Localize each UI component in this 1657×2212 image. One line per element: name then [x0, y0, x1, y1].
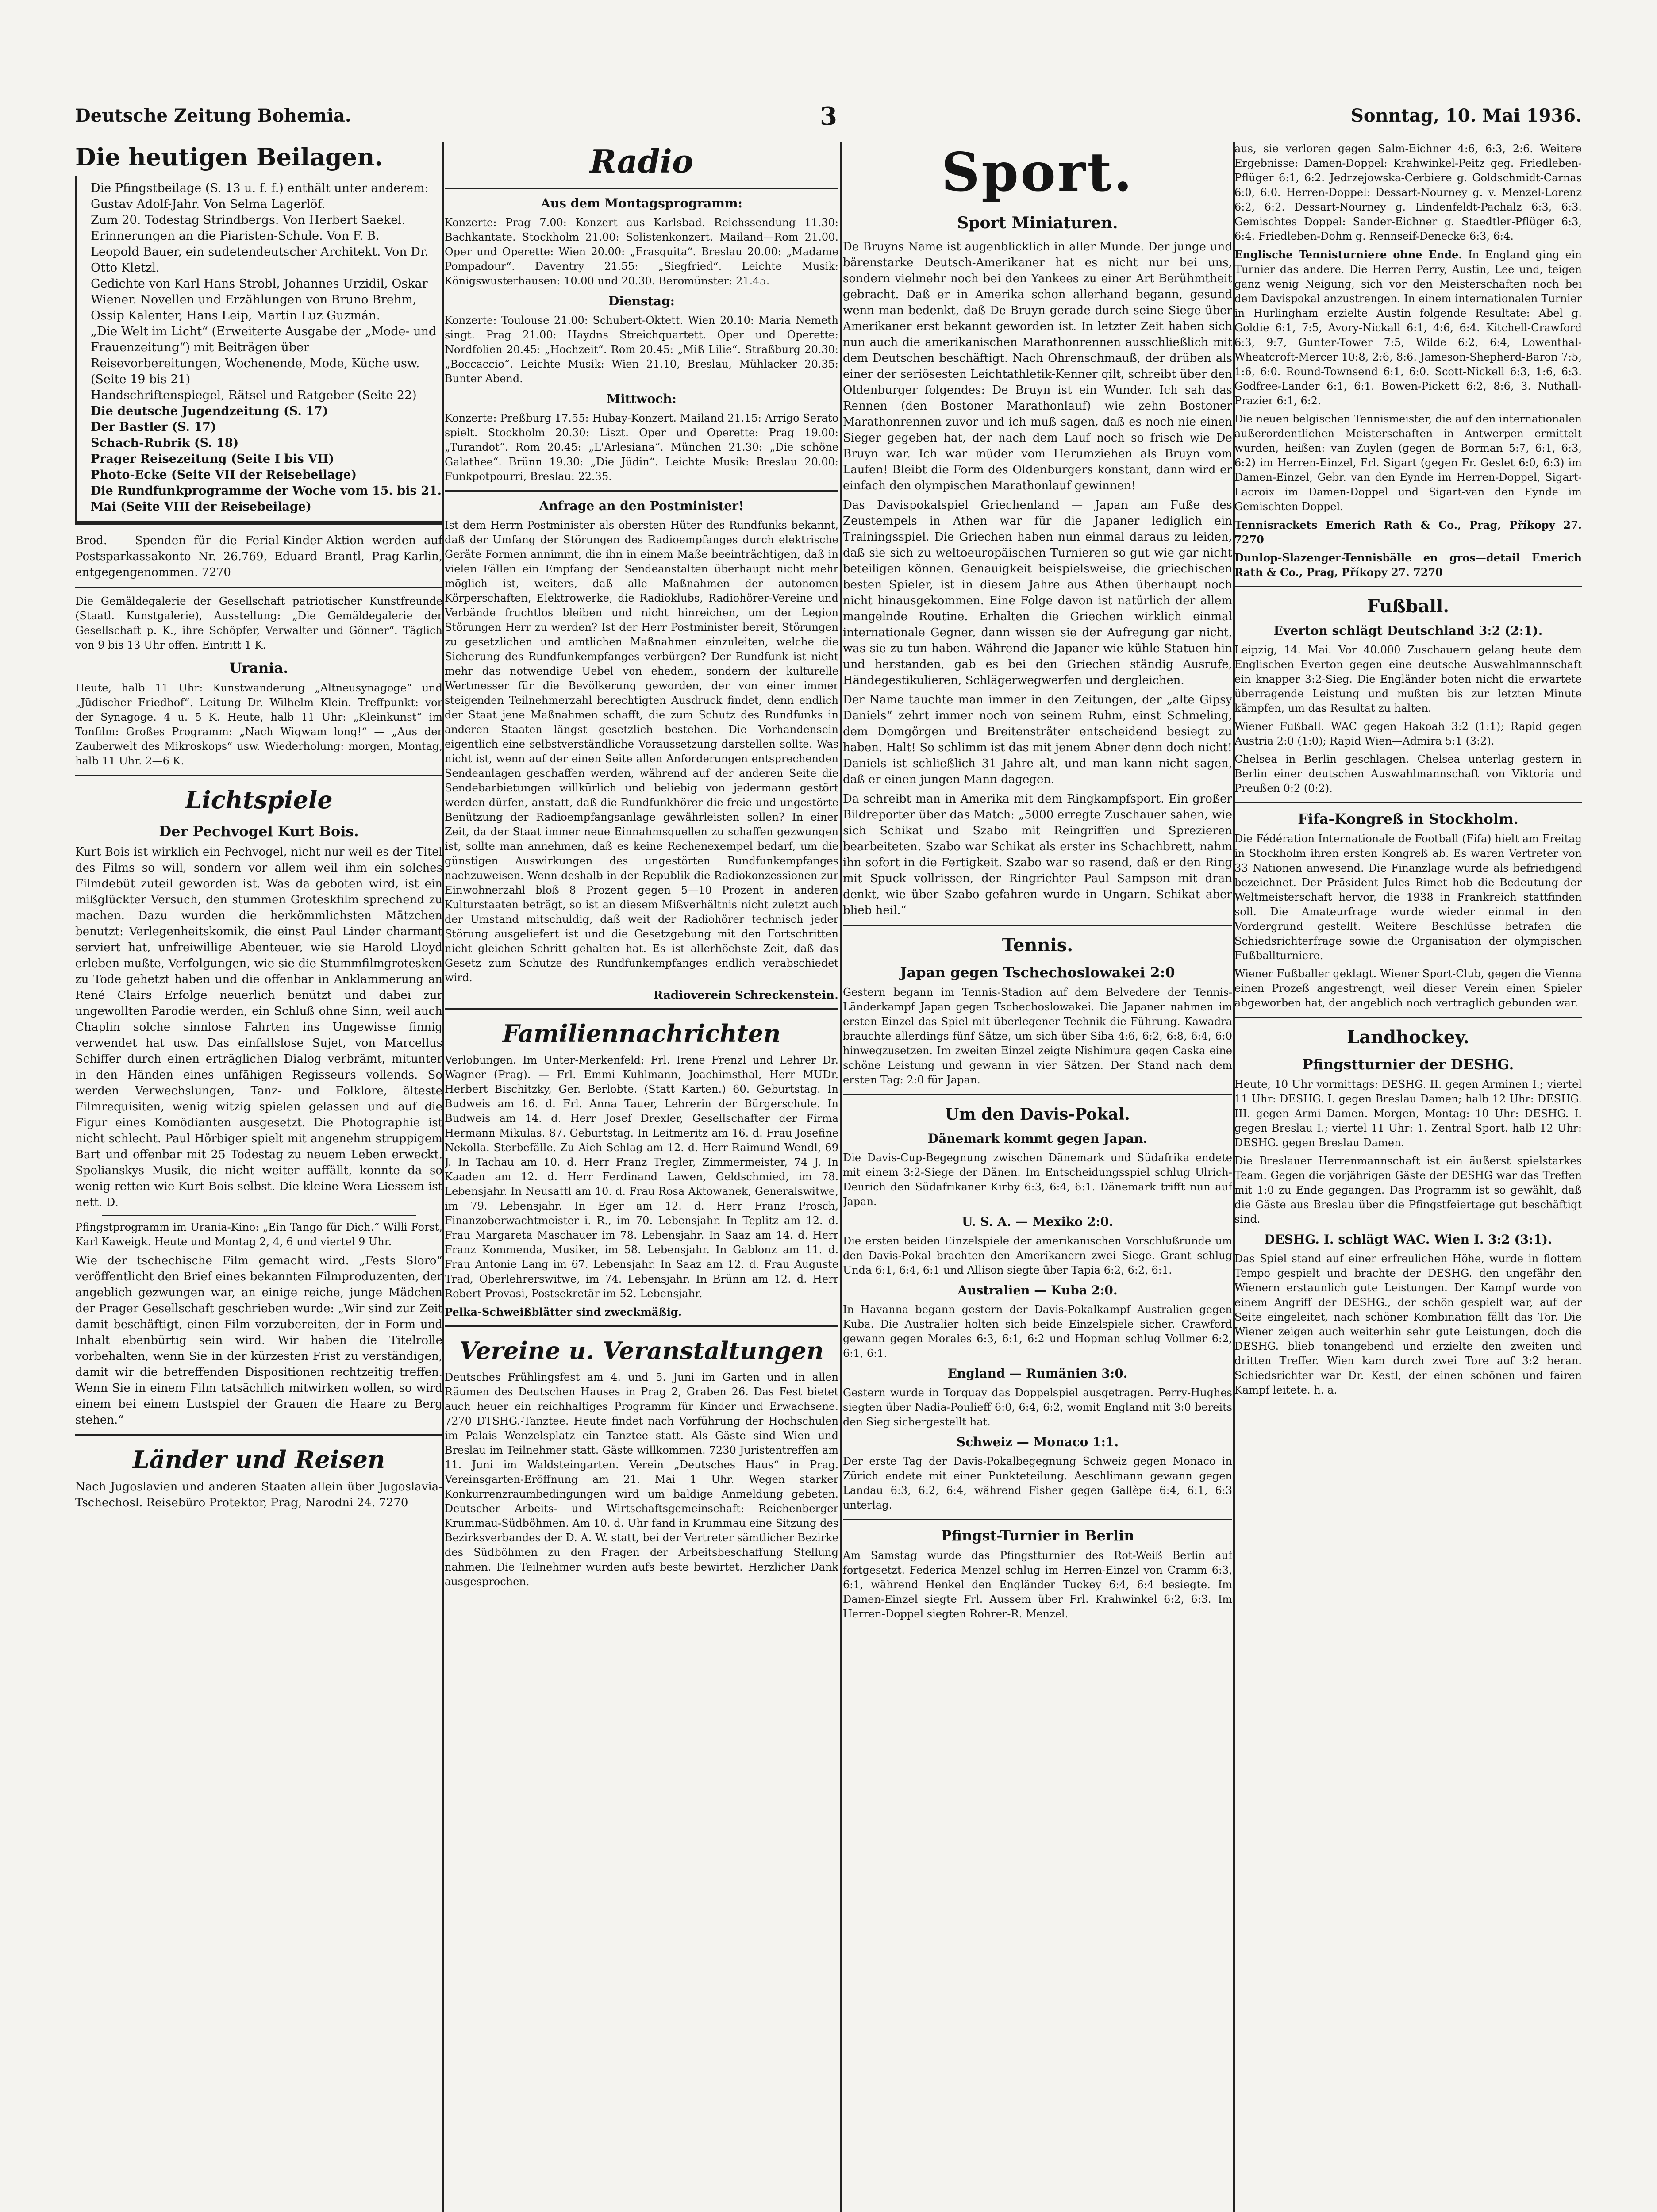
beilagen-item: Handschriftenspiegel, Rätsel und Ratgeber (Seite 22) — [91, 388, 417, 402]
beilagen-item: Die deutsche Jugendzeitung (S. 17) — [91, 404, 328, 418]
miniaturen-paragraph: De Bruyns Name ist augenblicklich in aller Munde. Der junge und bärenstarke Deutsch-Amerikaner hat es nicht nur bei uns, sondern vielmehr noch bei den Yankees zu einer Art Berühmtheit gebracht. Daß er in Amerika schon allerhand begann, gesund wenn man bedenkt, daß De Bruyn gerade durch seine Siege über Amerikaner erst bekannt geworden ist. In letzter Zeit haben sich nun auch die amerikanischen Marathonrennen ausschließlich mit dem Deutschen beschäftigt. Nach Ohrenschmauß, der drüben als einer der seriösesten Leichtathletik-Kenner gilt, schreibt über den Oldenburger folgendes: De Bruyn ist ein Wunder. Ich sah das Rennen (den Bostoner Marathonlauf) wie zehn Bostoner Marathonrennen zuvor und ich muß sagen, daß es noch nie einen Sieger gegeben hat, der nach dem Lauf noch so frisch wie De Bruyn war. Ich war müder vom Herumziehen als Bruyn vom Laufen! Bleibt die Form des Oldenburgers konstant, dann wird er einfach den olympischen Marathonlauf gewinnen! — [843, 240, 1232, 492]
beilagen-item: Gedichte von Karl Hans Strobl, Johannes Urzidil, Oskar Wiener. Novellen und Erzählungen von Bruno Brehm, Ossip Kalenter, Hans Leip, Martin Luz Guzmán. — [91, 277, 428, 323]
pelka-ad: Pelka-Schweißblätter sind zweckmäßig. — [445, 1306, 682, 1318]
column-rule — [840, 142, 842, 2212]
divider — [445, 1325, 838, 1327]
fussball-title: Fußball. — [1367, 596, 1449, 617]
vereine-text: Deutsches Frühlingsfest am 4. und 5. Juni im Garten und in allen Räumen des Deutschen Hauses in Prag 2, Graben 26. Das Fest bietet auch heuer ein reichhaltiges Programm für Kinder und Erwachsene. 7270 DTSHG.-Tanztee. Heute findet nach Vorführung der Hochschulen im Palais Wenzelsplatz ein Tanztee statt. Als Gäste sind Wien und Breslau im Teilnehmer statt. Gäste willkommen. 7230 Juristentreffen am 11. Juni im Waldsteingarten. Verein „Deutsches Haus“ in Prag. Vereinsgarten-Eröffnung am 21. Mai 1 Uhr. Wegen starker Konkurrenzraumbedingungen wird um baldige Anmeldung gebeten. Deutscher Arbeits- und Wirtschaftsgemeinschaft: Reichenberger Krummau-Südböhmen. Am 10. d. Uhr fand in Krummau eine Sitzung des Bezirksverbandes der D. A. W. statt, bei der Vertreter sämtlicher Bezirke des Südböhmen zu den Fragen der Arbeitsbeschaffung Stellung nahmen. Die Teilnehmer wurden aufs beste bewirtet. Herzlicher Dank ausgesprochen. — [445, 1371, 838, 1588]
fifa-title: Fifa-Kongreß in Stockholm. — [1298, 810, 1519, 827]
everton-title: Everton schlägt Deutschland 3:2 (2:1). — [1273, 623, 1543, 638]
beilagen-item: Die Pfingstbeilage (S. 13 u. f. f.) enthält unter anderem: — [91, 181, 429, 195]
tschechischer-film-article: Wie der tschechische Film gemacht wird. „Fests Sloro“ veröffentlicht den Brief eines bekannten Filmproduzenten, der angeblich gezwungen war, an einige reiche, junge Mädchen der Prager Gesellschaft geschrieben wurde: „Wir sind zur Zeit damit beschäftigt, einen Film vorzubereiten, der in Form und Inhalt ebenbürtig sein wird. Wir haben die Titelrolle vorbehalten, wenn Sie in der kürzesten Frist zu verständigen, damit wir die betreffenden Dispositionen rechtzeitig treffen. Wenn Sie in einem Film tatsächlich mitwirken wollen, so wird einem bei einem Lustspiel der Grauen die Haare zu Berg stehen.“ — [75, 1254, 442, 1427]
beilagen-item: Die Rundfunkprogramme der Woche vom 15. bis 21. Mai (Seite VIII der Reisebeilage) — [91, 484, 442, 514]
divider — [445, 188, 838, 189]
tennis-title: Tennis. — [1002, 935, 1073, 956]
divider — [1234, 586, 1582, 587]
gemaeldegalerie-note: Die Gemäldegalerie der Gesellschaft patriotischer Kunstfreunde (Staatl. Kunstgalerie), Ausstellung: „Die Gemäldegalerie der Gesellschaft p. K., ihre Schöpfer, Verwalter und Gönner“. Täglich von 9 bis 13 Uhr offen. Eintritt 1 K. — [75, 595, 442, 651]
deshg-wac-title: DESHG. I. schlägt WAC. Wien I. 3:2 (3:1). — [1264, 1232, 1552, 1247]
englische-turniere — [1234, 247, 1582, 408]
divider — [843, 925, 1232, 926]
landhockey-title: Landhockey. — [1347, 1027, 1469, 1048]
davis-pokal-title: Um den Davis-Pokal. — [945, 1105, 1130, 1124]
pfingstprogramm-note: Pfingstprogramm im Urania-Kino: „Ein Tango für Dich.“ Willi Forst, Karl Kaweigk. Heute und Montag 2, 4, 6 und viertel 9 Uhr. — [75, 1221, 442, 1248]
breslauer-text: Die Breslauer Herrenmannschaft ist ein äußerst spielstarkes Team. Gegen die vorjährigen Gäste der DESHG war das Treffen mit 1:0 zu Ende gegangen. Das Programm ist so gewählt, daß die Gäste aus Breslau über die Pfingstfeiertage gut beschäftigt sind. — [1234, 1155, 1582, 1225]
divider — [75, 1434, 442, 1436]
pfingstturnier-text: Heute, 10 Uhr vormittags: DESHG. II. gegen Arminen I.; viertel 11 Uhr: DESHG. I. gegen Breslau Damen; halb 12 Uhr: DESHG. III. gegen Armi Damen. Morgen, Montag: 10 Uhr: DESHG. I. gegen Breslau I.; viertel 11 Uhr: 1. Zentral Sport. halb 12 Uhr: DESHG. gegen Breslau Damen. — [1234, 1078, 1582, 1149]
divider — [843, 1519, 1232, 1520]
pechvogel-text: Kurt Bois ist wirklich ein Pechvogel, nicht nur weil es der Titel des Films so will, sondern vor allem weil ihm ein solches Filmdebüt zuteil geworden ist. Was da geboten wird, ist ein mißglückter Versuch, den stummen Groteskfilm sprechend zu machen. Dazu wurden die herkömmlichsten Mätzchen benutzt: Verlegenheitskomik, die einst Paul Linder charmant serviert hat, unfreiwillige Abenteuer, wie sie Harold Lloyd erleben mußte, Verfolgungen, wie sie die Stummfilmgrotesken zu Tode gehetzt haben und die offenbar in Anklammerung an René Clairs Erfolge neuerlich benützt und dabei zur ungewollten Parodie werden, ein Schluß ohne Sinn, weil auch Chaplin solche sinnlose Fahrten ins Ungewisse finnig verwendet hat usw. Das einfallslose Sujet, von Marcellus Schiffer durch einen erträglichen Dialog verbrämt, mitunter in den Händen eines unfähigen Regisseurs vollends. So werden Verwechslungen, Tanz- und Folklore, älteste Filmrequisiten, wenig witzig spielen gelassen und auf die Figur eines Komödianten ausgesetzt. Die Photographie ist nicht schlecht. Paul Hörbiger spielt mit angenehm struppigem Bart und offenbar mit 25 Todestag zu neuem Leben erweckt. Spolianskys Musik, die nicht weiter auffällt, konnte da so wenig retten wie Kurt Bois selbst. Die kleine Wera Liessem ist nett. D. — [75, 845, 442, 1209]
column-2 — [445, 142, 838, 2212]
anfrage-text: Ist dem Herrn Postminister als obersten Hüter des Rundfunks bekannt, daß der Umfang der Störungen des Radioempfanges durch elektrische Geräte Formen annimmt, die ihn in einem Maße beeinträchtigen, daß in vielen Fällen ein Empfang der Sendeanstalten überhaupt nicht mehr möglich ist, weiters, daß alle Maßnahmen der autonomen Körperschaften, Elektrowerke, die Radioklubs, Radiohörer-Vereine und Verbände fruchtlos bleiben und nicht hinreichen, um der Legion Störungen Herr zu werden? Ist der Herr Postminister bereit, Störungen zu gesetzlichen und amtlichen Maßnahmen einzuleiten, welche die Sicherung des Rundfunkempfanges verbürgen? Der Rundfunk ist nicht mehr das notwendige Uebel von ehedem, sondern der kulturelle Wertmesser für die Bevölkerung geworden, der von einer immer steigenden Teilnehmerzahl berechtigten Ausdruck findet, denn endlich der Staat jene Maßnahmen schafft, die zum Schutz des Rundfunks in anderen Staaten längst gesetzlich bestehen. Die Vorhandensein eigentlich eine selbstverständliche Voraussetzung darstellen sollte. Was nicht ist, wenn auf der einen Seite allen Anforderungen entsprechenden Sendeanlagen geschaffen werden, während auf der anderen Seite die Sendebarbietungen willkürlich und beliebig von jedermann gestört werden dürfen, anstatt, daß die Rundfunkhörer die freie und ungestörte Benützung der Radioempfangsanlage gewährleisten sollen? In einer Zeit, da der Staat immer neue Einnahmsquellen zu schaffen gezwungen ist, sollte man annehmen, daß es keine Rechenexempel bedarf, um die günstigen Auswirkungen des ungestörten Rundfunkempfanges nachzuweisen. Wenn deshalb in der Republik die Radiokonzessionen zur Einwohnerzahl bloß 8 Prozent gegen 5—10 Prozent in anderen Kulturstaaten beträgt, so ist an diesem Mißverhältnis nicht zuletzt auch der Umstand mitschuldig, daß weit der Radiohörer technisch jeder Störung ausgeliefert ist und die Gesetzgebung mit den Fortschritten nicht gleichen Schritt gehalten hat. Es ist allerhöchste Zeit, daß das Gesetz zum Schutze des Rundfunkempfanges endlich verabschiedet wird. — [445, 519, 838, 984]
column-1 — [75, 142, 442, 2212]
englische-turniere-title: Englische Tennisturniere ohne Ende. — [1234, 248, 1462, 261]
column-3 — [843, 142, 1232, 2212]
wiener-fussballer: Wiener Fußballer geklagt. Wiener Sport-Club, gegen die Vienna einen Prozeß angestrengt, weil dieser Verein einen Spieler abgeworben hat, der angeblich noch vertraglich gebunden war. — [1234, 968, 1582, 1009]
beilagen-item: Leopold Bauer, ein sudetendeutscher Architekt. Von Dr. Otto Kletzl. — [91, 245, 429, 275]
issue-date: Sonntag, 10. Mai 1936. — [1350, 105, 1582, 126]
pfingst-berlin-title: Pfingst-Turnier in Berlin — [941, 1527, 1134, 1544]
laender-reisen-text: Nach Jugoslavien und anderen Staaten allein über Jugoslavia-Tschechosl. Reisebüro Protektor, Prag, Narodni 24. 7270 — [75, 1480, 442, 1509]
tennis-continued: aus, sie verloren gegen Salm-Eichner 4:6, 6:3, 2:6. Weitere Ergebnisse: Damen-Doppel: Krahwinkel-Peitz geg. Friedleben-Pflüger 6:1, 6:2. Jedrzejowska-Cerbiere g. Goldschmidt-Carnas 6:0, 6:0. Herren-Doppel: Dessart-Nourney g. v. Menzel-Lorenz 6:2, 6:2. Dessart-Nourney g. Lindenfeldt-Pachalz 6:3, 6:3. Gemischtes Doppel: Sander-Eichner g. Staedtler-Pflüger 6:3, 6:4. Friedleben-Dohm g. Rennseif-Denecke 6:3, 6:4. — [1234, 142, 1582, 242]
familiennachrichten-title: Familiennachrichten — [502, 1019, 781, 1048]
divider — [75, 775, 442, 776]
miniaturen-paragraph: Der Name tauchte man immer in den Zeitungen, der „alte Gipsy Daniels“ zehrt immer noch von seinem Ruhm, einst Schmeling, dem Domgörgen und Breitensträter entscheidend besiegt zu haben. Halt! So schlimm ist das mit jenem Abner denn doch nicht! Daniels ist schließlich 31 Jahre alt, und man kann nicht sagen, daß er einen jungen Mann dagegen. — [843, 693, 1232, 786]
anfrage-signature: Radioverein Schreckenstein. — [653, 989, 838, 1002]
schweiz-monaco-title: Schweiz — Monaco 1:1. — [956, 1435, 1119, 1449]
deshg-wac-text: Das Spiel stand auf einer erfreulichen Höhe, wurde in flottem Tempo gespielt und brachte der DESHG. den ungefähr den Wienern erstaunlich gute Leistungen. Der Kampf wurde von einem Angriff der DESHG., der schön gespielt war, auf der Seite eingeleitet, nach schöner Kombination fällt das Tor. Die Wiener zeigen auch weiterhin sehr gute Leistungen, doch die DESHG. blieb tonangebend und erzielte den zweiten und dritten Treffer. Wien kam durch zwei Tore auf 3:2 heran. Schiedsrichter war Dr. Kestl, der einen schönen und fairen Kampf leitete. h. a. — [1234, 1252, 1582, 1396]
fifa-text: Die Fédération Internationale de Football (Fifa) hielt am Freitag in Stockholm ihren ersten Kongreß ab. Es waren Vertreter von 33 Nationen anwesend. Die Finanzlage wurde als befriedigend bezeichnet. Der Präsident Jules Rimet hob die Bedeutung der Weltmeisterschaft hervor, die 1938 in Frankreich stattfinden soll. Die Amateurfrage wurde wieder einmal in den Vordergrund gestellt. Weitere Beschlüsse betrafen die Schiedsrichterfrage sowie die Organisation der olympischen Fußballturniere. — [1234, 833, 1582, 962]
dienstag-title: Dienstag: — [608, 294, 675, 308]
australien-kuba-title: Australien — Kuba 2:0. — [957, 1283, 1118, 1298]
pfingstturnier-title: Pfingstturnier der DESHG. — [1302, 1056, 1514, 1073]
belgische-meister: Die neuen belgischen Tennismeister, die auf den internationalen außerordentlichen Meisterschaften in Antwerpen ermittelt wurden, heißen: van Zuylen (gegen de Borman 5:7, 6:1, 6:3, 6:2) im Herren-Einzel, Frl. Sigart (gegen Fr. Geslet 6:0, 6:3) im Damen-Einzel, Gebr. van den Eynde im Herren-Doppel, Sigart-Lacroix im Damen-Doppel und Sigart-van den Eynde im Gemischten Doppel. — [1234, 413, 1582, 513]
beilagen-item: Gustav Adolf-Jahr. Von Selma Lagerlöf. — [91, 197, 326, 211]
beilagen-item: „Die Welt im Licht“ (Erweiterte Ausgabe der „Mode- und Frauenzeitung“) mit Beiträgen über Reisevorbereitungen, Wochenende, Mode, Küche usw. (Seite 19 bis 21) — [91, 325, 437, 386]
schweiz-monaco-text: Der erste Tag der Davis-Pokalbegegnung Schweiz gegen Monaco in Zürich endete mit einer Punkteteilung. Aeschlimann gewann gegen Landau 6:3, 6:2, 6:4, während Fisher gegen Gallèpe 6:4, 6:1, 6:3 unterlag. — [843, 1455, 1232, 1511]
familiennachrichten-text: Verlobungen. Im Unter-Merkenfeld: Frl. Irene Frenzl und Lehrer Dr. Wagner (Prag). — Frl. Emmi Kuhlmann, Joachimsthal, Herr MUDr. Herbert Bischitzky, Ger. Berlobte. (Statt Karten.) 60. Geburtstag. In Budweis am 16. d. Frl. Anna Tauer, Lehrerin der Bürgerschule. In Budweis am 14. d. Herr Josef Drexler, Gesellschafter der Firma Hermann Mikulas. 87. Geburtstag. In Leitmeritz am 16. d. Frau Josefine Nekolla. Sterbefälle. Zu Aich Schlag am 12. d. Herr Raimund Wendl, 69 J. In Tachau am 10. d. Herr Franz Tregler, Zimmermeister, 74 J. In Kaaden am 12. d. Herr Ferdinand Lawen, Geldschmied, im 78. Lebensjahr. In Neusattl am 10. d. Frau Rosa Aktowanek, Generalswitwe, im 79. Lebensjahr. In Eger am 12. d. Herr Franz Prosch, Finanzoberwachtmeister i. R., im 70. Lebensjahr. In Teplitz am 12. d. Frau Margareta Maschauer im 78. Lebensjahr. In Saaz am 14. d. Herr Franz Kommenda, Musiker, im 58. Lebensjahr. In Gablonz am 11. d. Frau Antonie Lang im 67. Lebensjahr. In Saaz am 12. d. Frau Auguste Trad, Oberlehrerswitwe, im 74. Lebensjahr. In Brünn am 12. d. Herr Robert Provasi, Postsekretär im 52. Lebensjahr. — [445, 1054, 838, 1300]
beilagen-item: Photo-Ecke (Seite VII der Reisebeilage) — [91, 468, 357, 482]
laender-reisen-title: Länder und Reisen — [132, 1445, 385, 1474]
miniaturen-paragraph: Das Davispokalspiel Griechenland — Japan am Fuße des Zeustempels in Athen war für die Japaner lediglich ein Trainingsspiel. Die Griechen haben nun einmal daraus zu leiden, daß sie sich zu weltoeuropäischen Turnieren so gut wie gar nicht beteiligen können. Genauigkeit beispielsweise, die griechischen besten Spieler, ist in diesem Jahre aus Athen überhaupt noch nicht hinausgekommen. Eine Folge davon ist natürlich der allem mangelnde Routine. Erhalten die Griechen wirklich einmal internationale Gegner, dann wissen sie der Aufregung gar nicht, was sie zu tun haben. Während die Japaner wie kühle Statuen hin und herstanden, gab es bei den Griechen ständig Ausrufe, Händegestikulieren, Schlägerwegwerfen und dergleichen. — [843, 499, 1232, 687]
radio-title: Radio — [590, 142, 693, 180]
dunlop-ad: Dunlop-Slazenger-Tennisbälle en gros—detail Emerich Rath & Co., Prag, Příkopy 27. 7270 — [1234, 551, 1582, 579]
montag-program: Konzerte: Prag 7.00: Konzert aus Karlsbad. Reichssendung 11.30: Bachkantate. Stockholm 21.00: Solistenkonzert. Mailand—Rom 21.00. Oper und Operette: Wien 20.00: „Frasquita“. Breslau 20.00: „Madame Pompadour“. Daventry 21.55: „Siegfried“. Leichte Musik: Königswusterhausen: 10.00 und 20.30. Beromünster: 21.45. — [445, 216, 838, 287]
usa-mexiko-text: Die ersten beiden Einzelspiele der amerikanischen Vorschlußrunde um den Davis-Pokal brachten den Amerikanern zwei Siege. Grant schlug Unda 6:1, 6:4, 6:1 und Allison siegte über Tapia 6:2, 6:2, 6:1. — [843, 1235, 1232, 1276]
beilagen-item: Prager Reisezeitung (Seite I bis VII) — [91, 452, 334, 466]
montag-title: Aus dem Montagsprogramm: — [541, 196, 742, 211]
miniaturen-paragraph: Da schreibt man in Amerika mit dem Ringkampfsport. Ein großer Bildreporter über das Match: „5000 erregte Zuschauer sahen, wie sich Schikat und Szabo mit Reingriffen und Sprezieren bearbeiteten. Szabo war Schikat als erster ins Schachbrett, nahm ihn sofort in die Fertigkeit. Szabo war so rasend, daß er den Ring mit Spuck vollrissen, der Ringrichter Paul Sampson mit dran denkt, wie über Szabo gefahren wurde in Ungarn. Schikat aber blieb heil.“ — [843, 792, 1232, 917]
beilagen-item: Erinnerungen an die Piaristen-Schule. Von F. B. — [91, 229, 380, 243]
mittwoch-program: Konzerte: Preßburg 17.55: Hubay-Konzert. Mailand 21.15: Arrigo Serato spielt. Stockholm 20.30: Liszt. Oper und Operette: Prag 19.00: „Turandot“. Rom 20.45: „L'Arlesiana“. München 21.30: „Die schöne Galathee“. Brünn 19.30: „Die Jüdin“. Leichte Musik: Breslau 20.00: Funkpotpourri, Breslau: 22.35. — [445, 412, 838, 483]
vereine-title: Vereine u. Veranstaltungen — [459, 1336, 824, 1365]
daenemark-text: Die Davis-Cup-Begegnung zwischen Dänemark und Südafrika endete mit einem 3:2-Siege der Dänen. Im Entscheidungsspiel schlug Ulrich-Deurich den Südafrikaner Kirby 6:3, 6:4, 6:1. Dänemark trifft nun auf Japan. — [843, 1152, 1232, 1208]
japan-tschechoslowakei-title: Japan gegen Tschechoslowakei 2:0 — [900, 964, 1175, 981]
mittwoch-title: Mittwoch: — [606, 392, 677, 406]
sport-title: Sport. — [941, 142, 1134, 204]
chelsea-note: Chelsea in Berlin geschlagen. Chelsea unterlag gestern in Berlin einer deutschen Auswahlmannschaft von Viktoria und Preußen 0:2 (0:2). — [1234, 753, 1582, 795]
japan-tschechoslowakei-text: Gestern begann im Tennis-Stadion auf dem Belvedere der Tennis-Länderkampf Japan gegen Tschechoslowakei. Die Japaner nahmen im ersten Einzel das Spiel mit überlegener Technik die Führung. Kawadra brauchte allerdings fünf Sätze, um sich über Siba 4:6, 6:2, 6:8, 6:4, 6:0 hinwegzusetzen. Im zweiten Einzel zeigte Nishimura gegen Caska eine schöne Leistung und gewann in vier Sätzen. Der Stand nach dem ersten Tag: 2:0 für Japan. — [843, 986, 1232, 1086]
englische-turniere-text: In England ging ein Turnier das andere. Die Herren Perry, Austin, Lee und, teigen ganz wenig Neigung, sich vor den Meisterschaften noch bei dem Davispokal anzustrengen. In einem internationalen Turnier in Hurlingham erzielte Austin folgende Resultate: Abel g. Goldie 6:1, 7:5, Avory-Nickall 6:1, 4:6, 6:4. Kitchell-Crawford 6:3, 9:7, Gunter-Tower 7:5, Wilde 6:2, 6:4, Lowenthal-Wheatcroft-Mercer 10:8, 2:6, 8:6. Jameson-Shepherd-Baron 7:5, 1:6, 6:0. Round-Townsend 6:1, 6:0. Scott-Nickell 6:3, 1:6, 6:3. Godfree-Lander 6:1, 6:1. Bowen-Pickett 6:2, 8:6, 3. Nuthall-Prazier 6:1, 6:2. — [1234, 249, 1582, 407]
divider — [1234, 1017, 1582, 1018]
sport-miniaturen-title: Sport Miniaturen. — [957, 214, 1118, 232]
beilagen-item: Der Bastler (S. 17) — [91, 420, 216, 434]
newspaper-name: Deutsche Zeitung Bohemia. — [75, 105, 351, 126]
anfrage-title: Anfrage an den Postminister! — [539, 499, 744, 513]
beilagen-item: Schach-Rubrik (S. 18) — [91, 436, 239, 450]
england-rumaenien-text: Gestern wurde in Torquay das Doppelspiel ausgetragen. Perry-Hughes siegten über Nadia-Poulieff 6:0, 6:4, 6:2, womit England mit 3:0 bereits den Sieg sichergestellt hat. — [843, 1386, 1232, 1428]
tennisrackets-ad: Tennisrackets Emerich Rath & Co., Prag, Příkopy 27. 7270 — [1234, 518, 1582, 546]
urania-text: Heute, halb 11 Uhr: Kunstwanderung „Altneusynagoge“ und „Jüdischer Friedhof“. Leitung Dr. Wilhelm Klein. Treffpunkt: vor der Synagoge. 4 u. 5 K. Heute, halb 11 Uhr: „Kleinkunst“ im Tonfilm: Großes Programm: „Nach Wigwam long!“ — „Aus der Zauberwelt des Mikroskops“ usw. Wiederholung: morgen, Montag, halb 11 Uhr. 2—6 K. — [75, 682, 442, 767]
divider — [445, 490, 838, 492]
column-4 — [1234, 142, 1582, 2212]
page-number: 3 — [820, 102, 837, 131]
wiener-fussball: Wiener Fußball. WAC gegen Hakoah 3:2 (1:1); Rapid gegen Austria 2:0 (1:0); Rapid Wien—Admira 5:1 (3:2). — [1234, 720, 1582, 747]
divider — [102, 1215, 416, 1216]
lichtspiele-title: Lichtspiele — [185, 786, 333, 814]
divider — [75, 587, 442, 588]
beilagen-title: Die heutigen Beilagen. — [75, 143, 383, 171]
dienstag-program: Konzerte: Toulouse 21.00: Schubert-Oktett. Wien 20.10: Maria Nemeth singt. Prag 21.00: Haydns Streichquartett. Oper und Operette: Nordfolien 20.45: „Hochzeit“. Rom 20.45: „Miß Lilie“. Straßburg 20.30: „Boccaccio“. Leichte Musik: Wien 21.10, Breslau, Mühlacker 20.35: Bunter Abend. — [445, 314, 838, 385]
australien-kuba-text: In Havanna begann gestern der Davis-Pokalkampf Australien gegen Kuba. Die Australier holten sich beide Einzelspiele sicher. Crawford gewann gegen Morales 6:3, 6:1, 6:2 und Hopman schlug Vollmer 6:2, 6:1, 6:1. — [843, 1303, 1232, 1359]
beilagen-item: Zum 20. Todestag Strindbergs. Von Herbert Saekel. — [91, 213, 406, 227]
column-rule — [442, 142, 444, 2212]
brod-note: Brod. — Spenden für die Ferial-Kinder-Aktion werden auf Postsparkassakonto Nr. 26.769, Eduard Brantl, Prag-Karlin, entgegengenommen. 7270 — [75, 534, 442, 579]
england-rumaenien-title: England — Rumänien 3:0. — [947, 1366, 1128, 1381]
usa-mexiko-title: U. S. A. — Mexiko 2:0. — [961, 1214, 1114, 1229]
divider — [1234, 802, 1582, 803]
everton-text: Leipzig, 14. Mai. Vor 40.000 Zuschauern gelang heute dem Englischen Everton gegen eine deutsche Auswahlmannschaft ein knapper 3:2-Sieg. Die Engländer boten nicht die erwartete überragende Leistung und mußten bis zur letzten Minute kämpfen, um das Resultat zu halten. — [1234, 644, 1582, 714]
urania-title: Urania. — [229, 660, 288, 676]
daenemark-title: Dänemark kommt gegen Japan. — [927, 1131, 1148, 1146]
pechvogel-title: Der Pechvogel Kurt Bois. — [159, 823, 359, 840]
page-header — [75, 102, 1582, 132]
divider — [445, 1008, 838, 1010]
divider — [843, 1094, 1232, 1095]
pfingst-berlin-text: Am Samstag wurde das Pfingstturnier des Rot-Weiß Berlin auf fortgesetzt. Federica Menzel schlug im Herren-Einzel von Cramm 6:3, 6:1, während Henkel den Engländer Tuckey 6:4, 6:4 besiegte. Im Damen-Einzel siegte Frl. Aussem über Frl. Krahwinkel 6:2, 6:3. Im Herren-Doppel siegten Rohrer-R. Menzel. — [843, 1549, 1232, 1620]
beilagen-box — [75, 176, 442, 525]
